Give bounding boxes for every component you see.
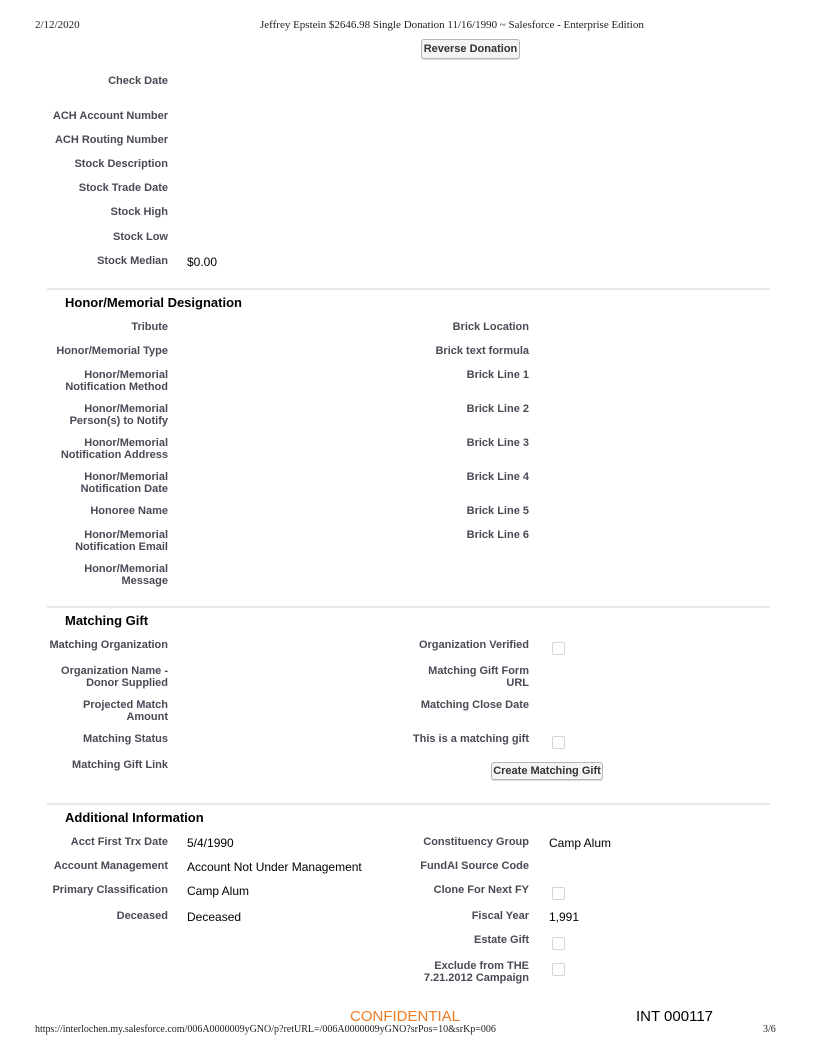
brick-line-5-label: Brick Line 5 [466,505,529,517]
organization-verified-label: Organization Verified [418,639,529,651]
tribute-label: Tribute [131,321,168,333]
print-date: 2/12/2020 [35,19,80,31]
notification-email-label [75,529,168,553]
label-line: Notification Date [80,483,168,495]
label-line: Organization Name - [61,665,168,677]
brick-text-formula-label: Brick text formula [435,345,529,357]
reverse-donation-button[interactable]: Reverse Donation [421,39,520,59]
notification-method-label [65,369,168,393]
deceased-value: Deceased [187,910,242,924]
print-url: https://interlochen.my.salesforce.com/006A0000009yGNO/p?retURL=/006A0000009yGNO?srPos=10&srKp=006 [35,1024,496,1035]
label-line: Honor/Memorial [84,403,168,415]
label-line: Donor Supplied [86,677,168,689]
acct-first-trx-date-label: Acct First Trx Date [70,836,168,848]
stock-low-label: Stock Low [112,231,168,243]
account-management-label: Account Management [53,860,168,872]
brick-line-1-label: Brick Line 1 [466,369,529,381]
label-line: URL [506,677,529,689]
brick-line-3-label: Brick Line 3 [466,437,529,449]
label-line: Matching Gift Form [428,665,529,677]
deceased-label: Deceased [116,910,168,922]
label-line: Person(s) to Notify [69,415,168,427]
brick-location-label: Brick Location [452,321,529,333]
brick-line-4-label: Brick Line 4 [466,471,529,483]
ach-routing-number-label: ACH Routing Number [54,134,168,146]
stock-description-label: Stock Description [74,158,168,170]
organization-verified-checkbox [552,642,565,655]
estate-gift-label: Estate Gift [473,934,529,946]
section-divider [47,803,770,805]
matching-gift-link-label: Matching Gift Link [72,759,168,771]
primary-classification-value: Camp Alum [187,884,250,898]
label-line: Honor/Memorial [84,369,168,381]
label-line: Honor/Memorial [84,471,168,483]
label-line: Notification Email [75,541,168,553]
primary-classification-label: Primary Classification [52,884,168,896]
label-line: 7.21.2012 Campaign [423,972,529,984]
stock-high-label: Stock High [110,206,168,218]
label-line: Notification Address [60,449,168,461]
stock-median-value: $0.00 [187,255,218,269]
notification-date-label [81,471,168,495]
create-matching-gift-button[interactable]: Create Matching Gift [491,762,603,780]
ach-account-number-label: ACH Account Number [52,110,168,122]
acct-first-trx-date-value: 5/4/1990 [187,836,234,850]
print-title: Jeffrey Epstein $2646.98 Single Donation 11/16/1990 ~ Salesforce - Enterprise Edition [260,19,644,31]
fiscal-year-value: 1,991 [549,910,580,924]
projected-match-amount-label [83,699,168,723]
section-divider [47,288,770,290]
brick-line-6-label: Brick Line 6 [466,529,529,541]
notification-address-label [61,437,168,461]
additional-info-section-title: Additional Information [65,810,204,825]
label-line: Exclude from THE [434,960,529,972]
account-management-value: Account Not Under Management [187,860,362,874]
is-matching-gift-checkbox [552,736,565,749]
stock-median-label: Stock Median [97,255,168,267]
label-line: Honor/Memorial [84,529,168,541]
label-line: Notification Method [65,381,168,393]
brick-line-2-label: Brick Line 2 [466,403,529,415]
exclude-campaign-checkbox [552,963,565,976]
fundai-source-code-label: FundAI Source Code [420,860,529,872]
label-line: Amount [126,711,168,723]
matching-status-label: Matching Status [83,733,168,745]
label-line: Honor/Memorial [84,563,168,575]
is-matching-gift-label: This is a matching gift [412,733,529,745]
estate-gift-checkbox [552,937,565,950]
label-line: Projected Match [83,699,168,711]
matching-gift-section-title: Matching Gift [65,613,149,628]
print-page-number: 3/6 [763,1024,776,1035]
matching-gift-form-url-label [428,665,529,689]
exclude-campaign-label [424,960,529,984]
org-name-donor-supplied-label [61,665,168,689]
honor-memorial-section-title: Honor/Memorial Designation [65,295,242,310]
label-line: Honor/Memorial [84,437,168,449]
confidential-stamp: CONFIDENTIAL [350,1008,461,1025]
constituency-group-label: Constituency Group [423,836,529,848]
stock-trade-date-label: Stock Trade Date [78,182,168,194]
persons-to-notify-label [70,403,168,427]
constituency-group-value: Camp Alum [549,836,612,850]
label-line: Message [121,575,168,587]
honor-memorial-type-label: Honor/Memorial Type [56,345,168,357]
matching-close-date-label: Matching Close Date [420,699,529,711]
section-divider [47,606,770,608]
check-date-label: Check Date [108,75,168,87]
matching-organization-label: Matching Organization [49,639,168,651]
clone-for-next-fy-label: Clone For Next FY [433,884,529,896]
bates-number: INT 000117 [636,1008,713,1025]
fiscal-year-label: Fiscal Year [471,910,529,922]
honor-memorial-message-label [84,563,168,587]
honoree-name-label: Honoree Name [90,505,168,517]
clone-for-next-fy-checkbox [552,887,565,900]
